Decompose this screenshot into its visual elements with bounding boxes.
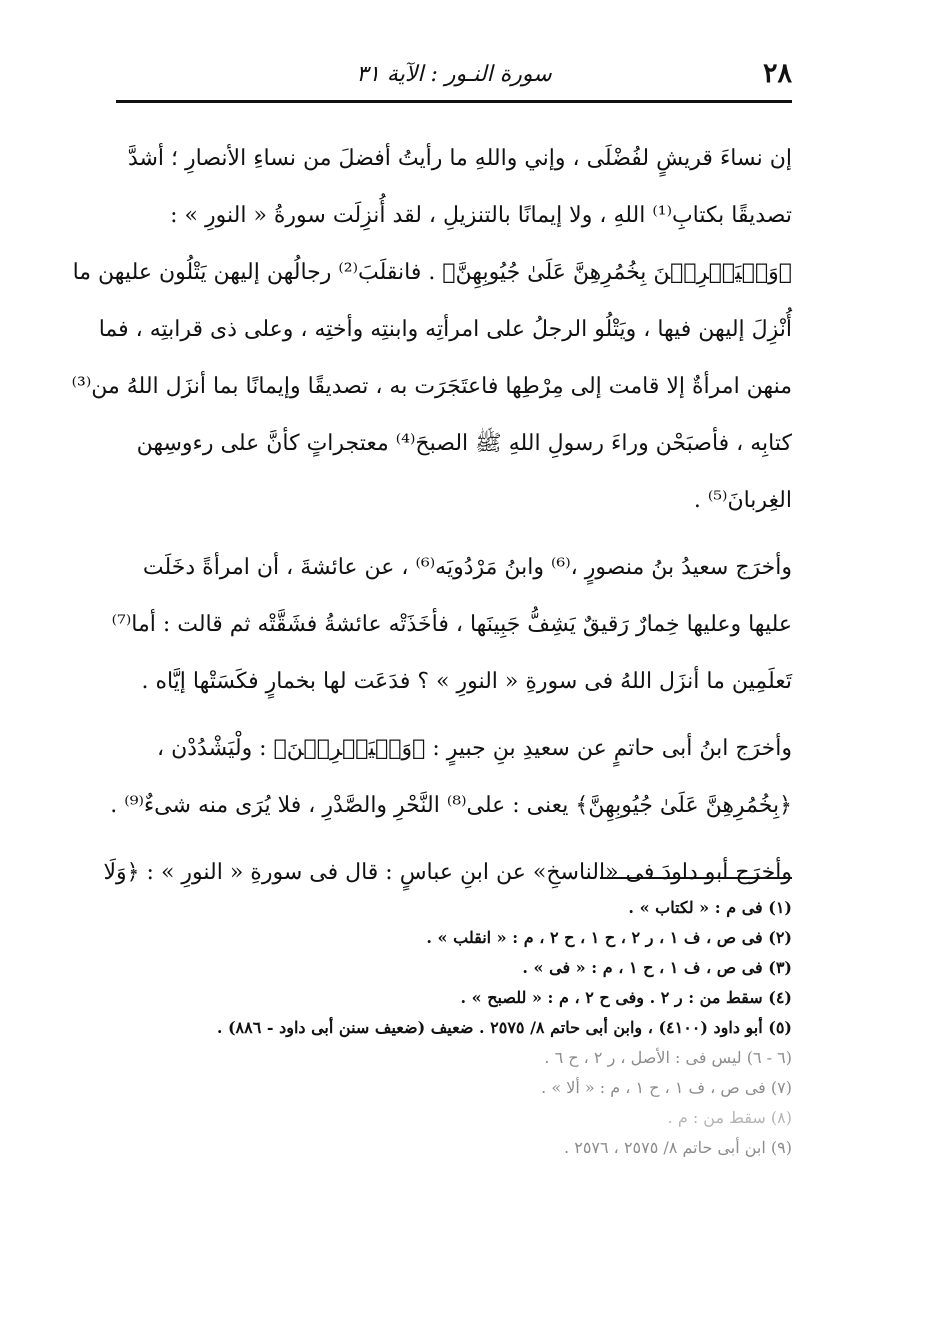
paragraph (71, 130, 792, 529)
paragraph (111, 539, 792, 710)
text-line: وأخرَج ابنُ أبى حاتمٍ عن سعيدِ بنِ جبيرٍ : ﴿وَلۡيَضۡرِبۡنَ﴾ : ولْيَشْدُدْن ، (157, 736, 792, 761)
running-title: سورة النـور : الآية ٣١ (356, 62, 552, 87)
paragraph (110, 720, 792, 834)
text-line: وأخرَج أبو داودَ فى «الناسخِ» عن ابنِ عباسٍ : قال فى سورةِ « النورِ » : ﴿وَلَا (103, 860, 792, 885)
footnote: (١) فى م : « لكتاب » . (628, 898, 792, 917)
text-line: إن نساءَ قريشٍ لفُضْلَى ، وإني واللهِ ما رأيتُ أفضلَ من نساءِ الأنصارِ ؛ أشدَّ (127, 146, 792, 171)
footnotes (116, 893, 792, 1163)
text-line: كتابِه ، فأصبَحْن وراءَ رسولِ اللهِ ﷺ الصبحَ⁽⁴⁾ معتجراتٍ كأنَّ على رءوسِهن (136, 431, 792, 456)
footnote: (٩) ابن أبى حاتم ٨/ ٢٥٧٥ ، ٢٥٧٦ . (564, 1138, 792, 1157)
page-header (116, 48, 792, 103)
footnote-divider (600, 877, 792, 879)
text-line: منهن امرأةٌ إلا قامت إلى مِرْطِها فاعتَجَرَت به ، تصديقًا وإيمانًا بما أنزَل اللهُ من⁽³⁾ (71, 374, 792, 399)
footnote: (٨) سقط من : م . (667, 1108, 792, 1127)
text-line: وأخرَج سعيدُ بنُ منصورٍ ،⁽⁶⁾ وابنُ مَرْدُويَه⁽⁶⁾ ، عن عائشةَ ، أن امرأةً دخَلَت (142, 555, 792, 580)
text-line: عليها وعليها خِمارٌ رَقيقٌ يَشِفُّ جَبِينَها ، فأخَذَتْه عائشةُ فشَقَّتْه ثم قالت : أما⁽⁷⁾ (111, 612, 792, 637)
page-number: ٢٨ (762, 58, 792, 89)
body-text (71, 130, 792, 901)
footnote: (٢) فى ص ، ف ١ ، ر ٢ ، ح ١ ، ح ٢ ، م : « انقلب » . (426, 928, 792, 947)
text-line: أُنْزِلَ إليهن فيها ، ويَتْلُو الرجلُ على امرأتِه وابنتِه وأختِه ، وعلى ذى قرابتِه ، فما (98, 317, 792, 342)
text-line: ﴿بِخُمُرِهِنَّ عَلَىٰ جُيُوبِهِنَّ﴾ يعنى : على⁽⁸⁾ النَّحْرِ والصَّدْرِ ، فلا يُرَى منه شىءٌ⁽⁹⁾ . (110, 793, 792, 818)
footnote: (٣) فى ص ، ف ١ ، ح ١ ، م : « فى » . (522, 958, 792, 977)
footnote: (٤) سقط من : ر ٢ . وفى ح ٢ ، م : « للصبح » . (460, 988, 792, 1007)
footnote: (٧) فى ص ، ف ١ ، ح ١ ، م : « ألا » . (541, 1078, 792, 1097)
text-line: ﴿وَلۡيَضۡرِبۡنَ بِخُمُرِهِنَّ عَلَىٰ جُيُوبِهِنَّ﴾ . فانقلَبَ⁽²⁾ رجالُهن إليهن يَتْلُون عليهن ما (72, 260, 792, 285)
text-line: تصديقًا بكتابِ⁽¹⁾ اللهِ ، ولا إيمانًا بالتنزيلِ ، لقد أُنزِلَت سورةُ « النورِ » : (170, 203, 792, 228)
footnote: (٦ - ٦) ليس فى : الأصل ، ر ٢ ، ح ٦ . (544, 1048, 792, 1067)
text-line: الغِربانَ⁽⁵⁾ . (693, 488, 792, 513)
footnote: (٥) أبو داود (٤١٠٠) ، وابن أبى حاتم ٨/ ٢٥٧٥ . ضعيف (ضعيف سنن أبى داود - ٨٨٦) . (216, 1018, 792, 1037)
text-line: تَعلَمِين ما أنزَل اللهُ فى سورةِ « النورِ » ؟ فدَعَت لها بخمارٍ فكَسَتْها إيَّاه . (141, 669, 792, 694)
